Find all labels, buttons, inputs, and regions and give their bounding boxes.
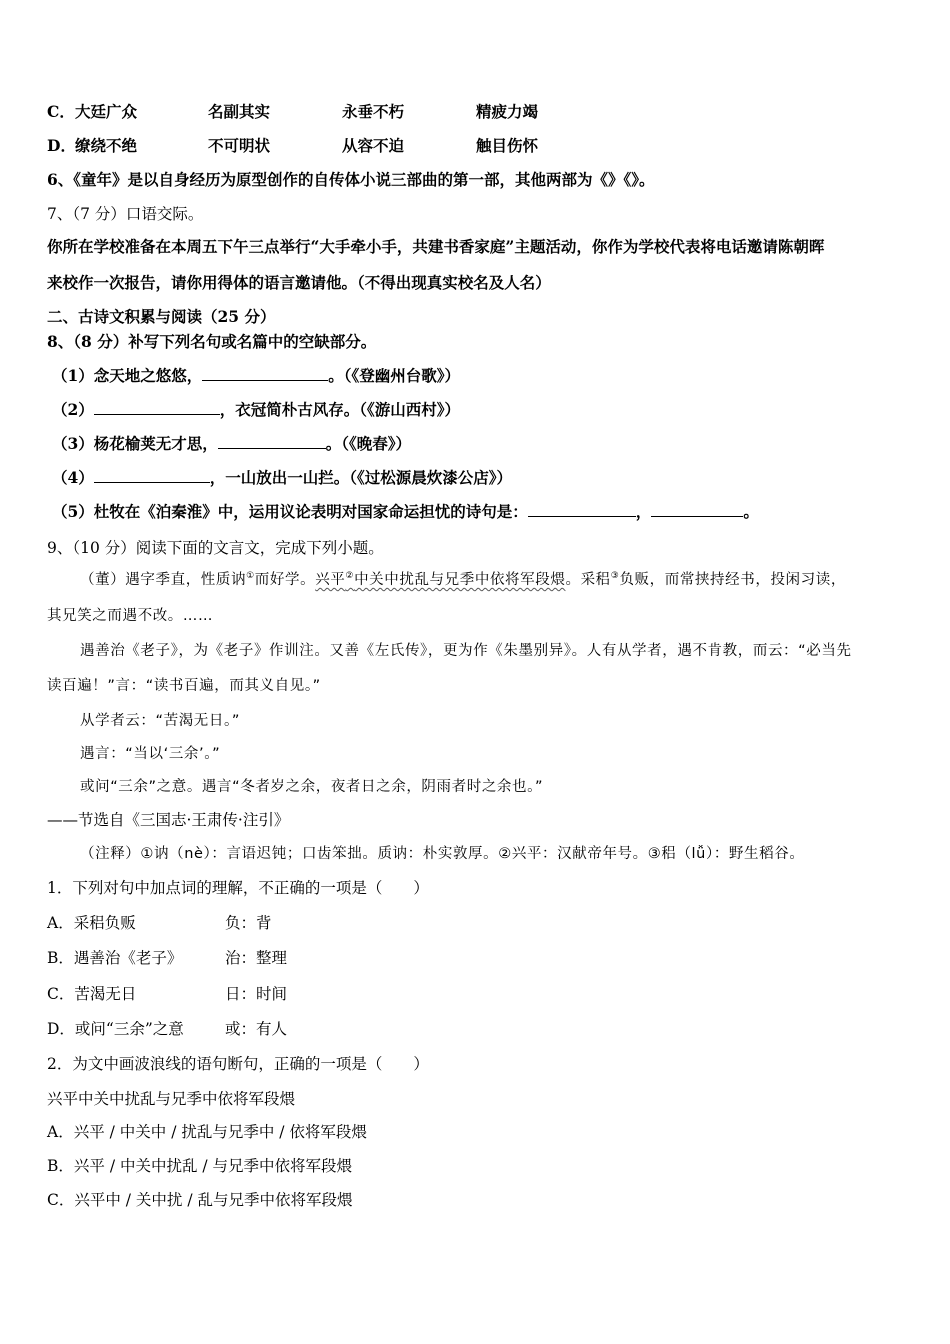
answer-blank[interactable] <box>94 400 220 415</box>
footnote-mark: ③ <box>610 571 620 582</box>
sub-question-2-sentence: 兴平中关中扰乱与兄季中依将军段煨 <box>47 1090 296 1108</box>
passage-line: 其兄笑之而遇不改。…… <box>47 608 214 624</box>
sub-question-option[interactable]: C．兴平中 / 关中扰 / 乱与兄季中依将军段煨 <box>47 1191 353 1209</box>
fill-text: （3）杨花榆荚无才思， <box>52 434 218 453</box>
passage-text: 。采稆 <box>565 572 611 588</box>
option-text: A．采稆负贩 <box>47 914 136 932</box>
question-7-heading: 7、（7 分）口语交际。 <box>47 205 204 223</box>
fill-text: （4） <box>52 468 94 487</box>
option-letter: C． <box>47 102 75 121</box>
question-7-body: 你所在学校准备在本周五下午三点举行“大手牵小手，共建书香家庭”主题活动，你作为学校代表将电话邀请陈朝晖 <box>47 237 825 256</box>
section-heading: 二、古诗文积累与阅读（25 分） <box>47 307 276 326</box>
wavy-underlined-sentence <box>315 572 565 588</box>
fill-text: 。（《登幽州台歌》） <box>328 366 461 385</box>
passage-notes: （注释）①讷（nè）：言语迟钝；口齿笨拙。质讷：朴实敦厚。②兴平：汉献帝年号。③稆（lǚ）：野生稻谷。 <box>80 846 805 862</box>
answer-blank[interactable] <box>94 468 210 483</box>
option-gloss: 日：时间 <box>225 985 288 1003</box>
fill-text: ， <box>635 502 652 521</box>
fill-text: 。 <box>743 502 759 521</box>
question-7-body: 来校作一次报告，请你用得体的语言邀请他。（不得出现真实校名及人名） <box>47 273 551 292</box>
fill-text: （2） <box>52 400 94 419</box>
passage-line: 从学者云：“苦渴无日。” <box>80 713 240 729</box>
answer-blank[interactable] <box>218 434 326 449</box>
fill-item-3 <box>52 433 411 455</box>
option-row-d <box>47 135 647 157</box>
fill-text: 。（《晚春》） <box>325 434 412 453</box>
passage-line <box>80 569 846 591</box>
option-word: 精疲力竭 <box>476 102 539 121</box>
option-gloss: 治：整理 <box>225 949 288 967</box>
option-word: 名副其实 <box>208 102 271 121</box>
sub-question-2: 2．为文中画波浪线的语句断句，正确的一项是（ ） <box>47 1055 429 1073</box>
option-word: 从容不迫 <box>342 136 405 155</box>
option-text: C．苦渴无日 <box>47 985 137 1003</box>
passage-text: 而好学。 <box>254 572 316 588</box>
option-word: 不可明状 <box>208 136 271 155</box>
question-9-heading: 9、（10 分）阅读下面的文言文，完成下列小题。 <box>47 539 384 557</box>
question-6: 6、《童年》是以自身经历为原型创作的自传体小说三部曲的第一部，其他两部为《》《》。 <box>47 170 655 189</box>
answer-blank[interactable] <box>651 502 743 517</box>
option-word: 大廷广众 <box>75 102 138 121</box>
passage-text: （董）遇字季直，性质讷 <box>80 572 247 588</box>
fill-text: （1）念天地之悠悠， <box>52 366 203 385</box>
fill-text: ，一山放出一山拦。（《过松源晨炊漆公店》） <box>209 468 513 487</box>
sub-question-option[interactable]: B．兴平 / 中关中扰乱 / 与兄季中依将军段煨 <box>47 1157 353 1175</box>
option-word: 触目伤怀 <box>476 136 539 155</box>
fill-item-4 <box>52 467 512 489</box>
fill-text: （5）杜牧在《泊秦淮》中，运用议论表明对国家命运担忧的诗句是： <box>52 502 528 521</box>
question-8-heading: 8、（8 分）补写下列名句或名篇中的空缺部分。 <box>47 332 377 351</box>
fill-item-2 <box>52 399 460 421</box>
fill-text: ，衣冠简朴古风存。（《游山西村》） <box>219 400 461 419</box>
option-text: B．遇善治《老子》 <box>47 949 183 967</box>
option-gloss: 负：背 <box>225 914 272 932</box>
passage-source: ——节选自《三国志·王肃传·注引》 <box>47 811 290 829</box>
option-letter: D． <box>47 136 76 155</box>
option-word: 永垂不朽 <box>342 102 405 121</box>
sub-question-1: 1．下列对句中加点词的理解，不正确的一项是（ ） <box>47 879 429 897</box>
footnote-mark: ① <box>246 571 255 582</box>
passage-text: 中关中扰乱与兄季中依将军段煨 <box>354 572 566 588</box>
fill-item-5 <box>52 501 759 523</box>
passage-line: 遇善治《老子》，为《老子》作训注。又善《左氏传》，更为作《朱墨别异》。人有从学者，遇不肯教，而云：“必当先 <box>80 643 852 659</box>
footnote-mark: ② <box>345 571 355 582</box>
passage-line: 遇言：“当以‘三余’。” <box>80 746 221 762</box>
sub-question-option[interactable]: A．兴平 / 中关中 / 扰乱与兄季中 / 依将军段煨 <box>47 1123 367 1141</box>
fill-item-1 <box>52 365 460 387</box>
answer-blank[interactable] <box>528 502 636 517</box>
option-word: 缭绕不绝 <box>75 136 138 155</box>
option-gloss: 或：有人 <box>225 1020 288 1038</box>
passage-line: 或问“三余”之意。遇言“冬者岁之余，夜者日之余，阴雨者时之余也。” <box>80 779 544 795</box>
option-row-c <box>47 101 647 123</box>
passage-line: 读百遍！”言：“读书百遍，而其义自见。” <box>47 678 321 694</box>
answer-blank[interactable] <box>202 366 328 381</box>
passage-text: 负贩，而常挟持经书，投闲习读， <box>619 572 846 588</box>
passage-text: 兴平 <box>315 572 346 588</box>
option-text: D．或问“三余”之意 <box>47 1020 184 1038</box>
